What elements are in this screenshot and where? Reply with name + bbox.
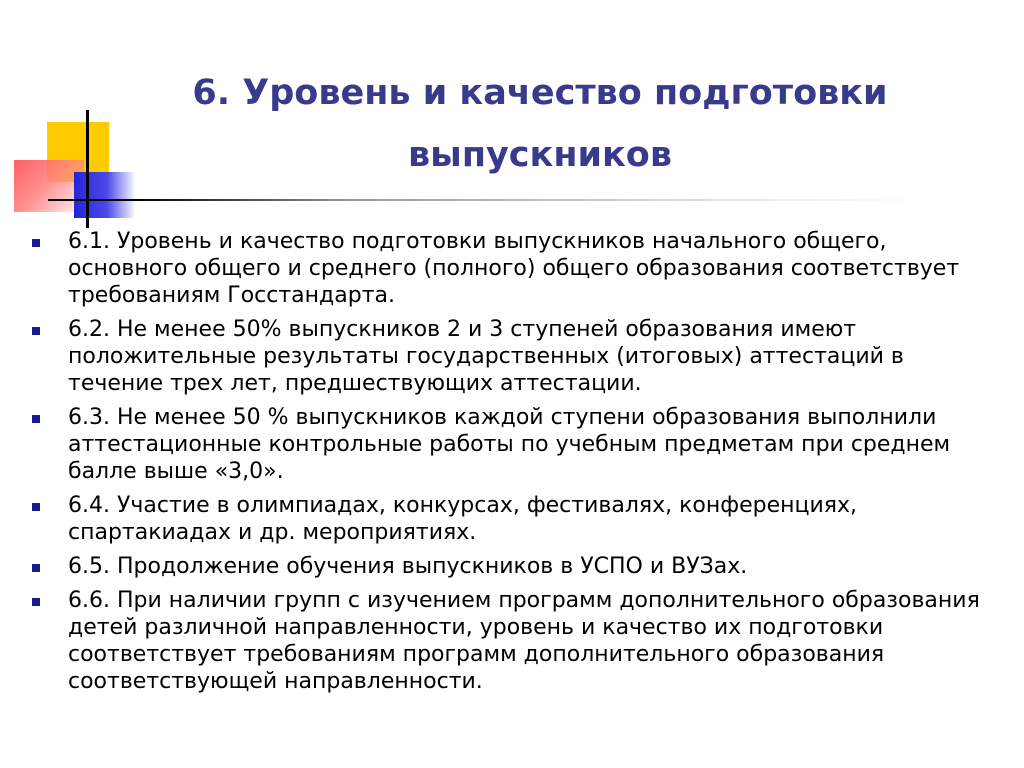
slide-title-line-1: 6. Уровень и качество подготовки bbox=[192, 73, 888, 113]
square-bullet-icon bbox=[32, 415, 40, 423]
list-item-text: 6.2. Не менее 50% выпускников 2 и 3 ступеней образования имеют положительные результаты государственных (итоговых) аттестаций в течение трех лет, предшествующих аттестации. bbox=[68, 317, 904, 396]
square-bullet-icon bbox=[32, 598, 40, 606]
slide-title bbox=[160, 62, 920, 186]
list-item-text: 6.1. Уровень и качество подготовки выпускников начального общего, основного общего и среднего (полного) общего образования соответствует требованиям Госстандарта. bbox=[68, 229, 960, 308]
list-item bbox=[30, 316, 1000, 397]
title-divider-line bbox=[48, 199, 928, 201]
list-item bbox=[30, 587, 1000, 695]
square-bullet-icon bbox=[32, 503, 40, 511]
decor-blue-square bbox=[74, 172, 134, 218]
bullet-list bbox=[30, 228, 1000, 702]
list-item-text: 6.4. Участие в олимпиадах, конкурсах, фестивалях, конференциях, спартакиадах и др. мероприятиях. bbox=[68, 493, 858, 545]
square-bullet-icon bbox=[32, 239, 40, 247]
square-bullet-icon bbox=[32, 564, 40, 572]
list-item bbox=[30, 404, 1000, 485]
slide-title-line-2: выпускников bbox=[408, 135, 672, 175]
list-item-text: 6.5. Продолжение обучения выпускников в УСПО и ВУЗах. bbox=[68, 554, 748, 579]
list-item-text: 6.3. Не менее 50 % выпускников каждой ступени образования выполнили аттестационные контрольные работы по учебным предметам при среднем балле выше «3,0». bbox=[68, 405, 951, 484]
list-item-text: 6.6. При наличии групп с изучением программ дополнительного образования детей различной направленности, уровень и качество их подготовки соответствует требованиям программ дополнительного образования соответствующей направленности. bbox=[68, 588, 980, 694]
list-item bbox=[30, 553, 1000, 580]
list-item bbox=[30, 228, 1000, 309]
square-bullet-icon bbox=[32, 327, 40, 335]
list-item bbox=[30, 492, 1000, 546]
decor-vertical-line bbox=[86, 110, 89, 228]
